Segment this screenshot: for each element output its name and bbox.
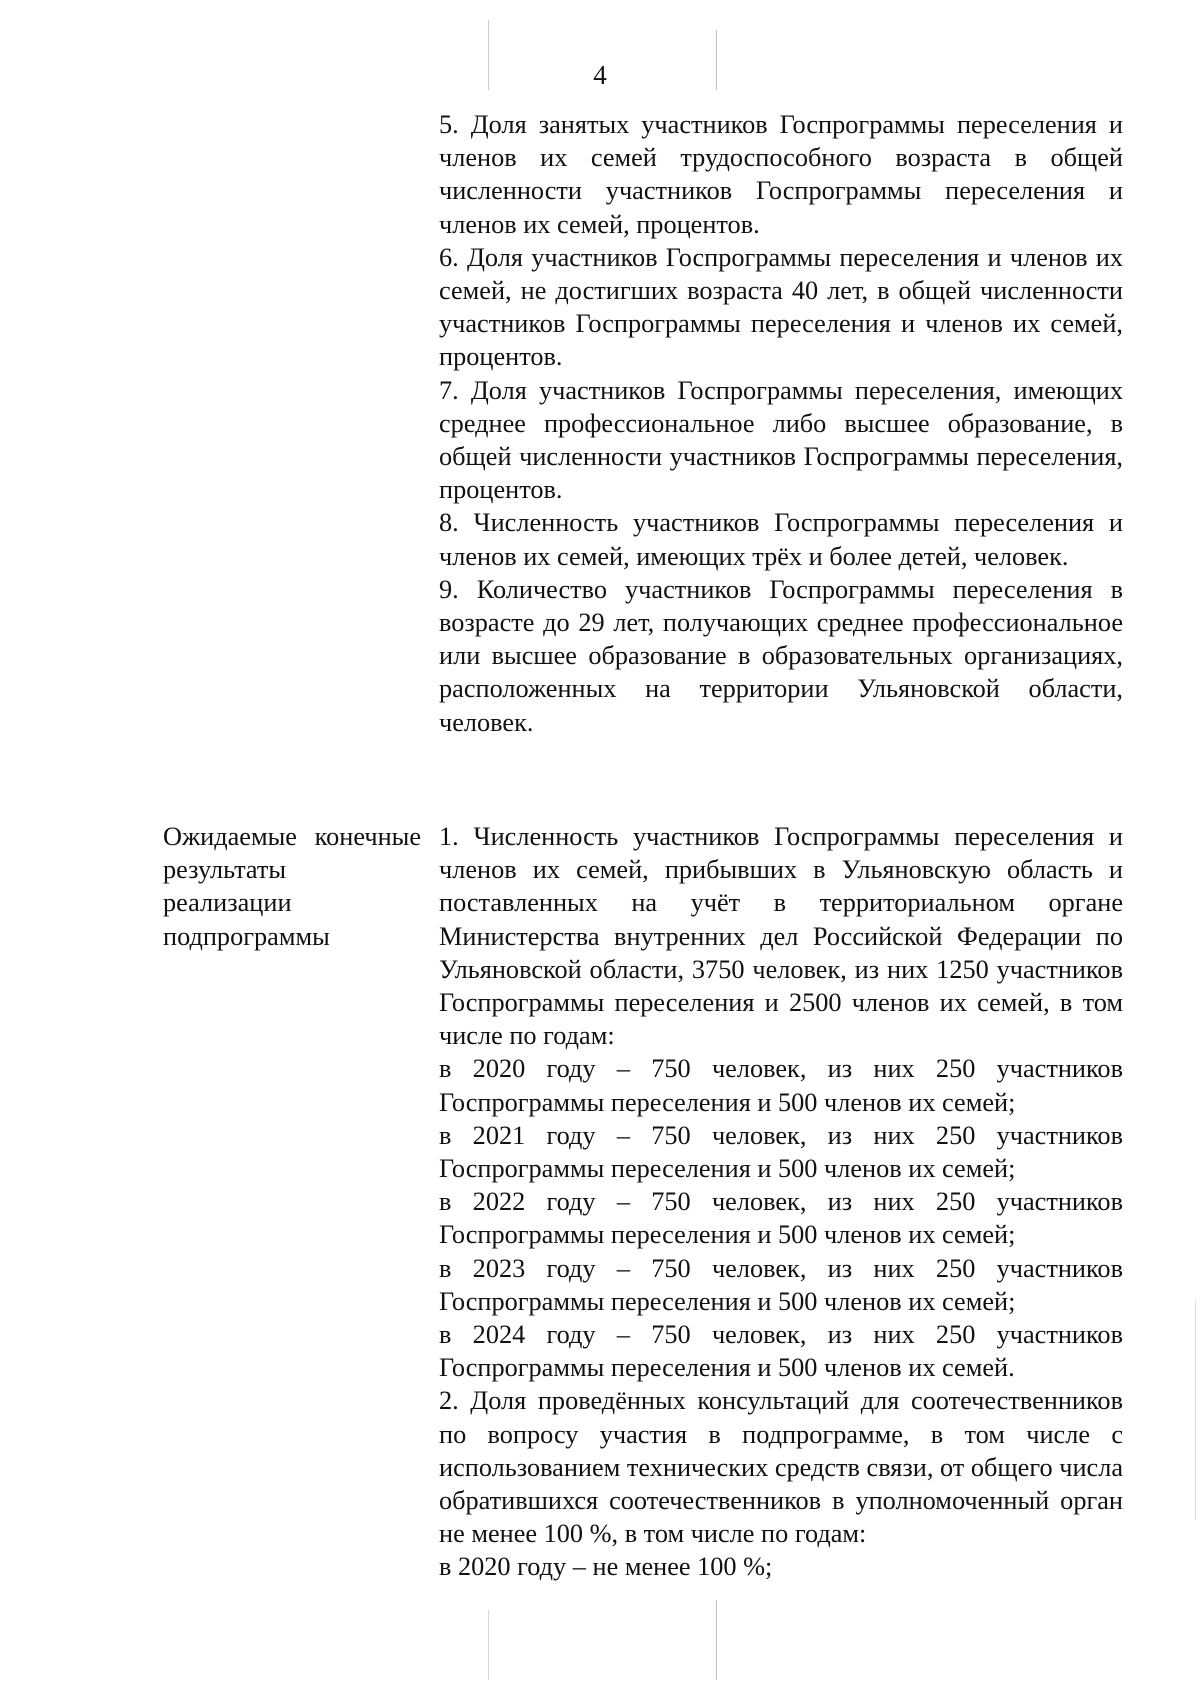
result-item: в 2020 году – не менее 100 %; <box>439 1552 773 1582</box>
indicators-list <box>439 108 1123 739</box>
indicator-item: 9. Количество участников Госпрограммы переселения в возрасте до 29 лет, получающих среднее профессиональное или высшее образование в образовательных организациях, расположенных на территории Ульяновской области, человек. <box>439 574 1123 737</box>
scan-mark <box>716 30 717 90</box>
results-list <box>439 820 1123 1584</box>
results-label: Ожидаемые конечные результаты реализации подпрограммы <box>163 822 421 951</box>
indicator-item: 6. Доля участников Госпрограммы переселения и членов их семей, не достигших возраста 40 лет, в общей численности участников Госпрограммы переселения и членов их семей, процентов. <box>439 242 1123 372</box>
result-item: в 2022 году – 750 человек, из них 250 участников Госпрограммы переселения и 500 членов их семей; <box>439 1187 1123 1250</box>
result-item: 1. Численность участников Госпрограммы переселения и членов их семей, прибывших в Ульяновскую область и поставленных на учёт в территориальном органе Министерства внутренних дел Российской Федерации по Ульяновской области, 3750 человек, из них 1250 участников Госпрограммы переселения и 2500 членов их семей, в том числе по годам: <box>439 822 1123 1051</box>
page-number: 4 <box>593 60 607 90</box>
result-item: в 2020 году – 750 человек, из них 250 участников Госпрограммы переселения и 500 членов их семей; <box>439 1054 1123 1117</box>
scan-mark <box>488 1610 489 1680</box>
result-item: 2. Доля проведённых консультаций для соотечественников по вопросу участия в подпрограмме, в том числе с использованием технических средств связи, от общего числа обратившихся соотечественников в уполномоченный орган не менее 100 %, в том числе по годам: <box>439 1386 1123 1549</box>
result-item: в 2021 году – 750 человек, из них 250 участников Госпрограммы переселения и 500 членов их семей; <box>439 1120 1123 1184</box>
indicator-item: 8. Численность участников Госпрограммы переселения и членов их семей, имеющих трёх и более детей, человек. <box>439 508 1123 571</box>
scan-mark <box>1195 1300 1196 1520</box>
result-item: в 2023 году – 750 человек, из них 250 участников Госпрограммы переселения и 500 членов их семей; <box>439 1253 1123 1316</box>
result-item: в 2024 году – 750 человек, из них 250 участников Госпрограммы переселения и 500 членов их семей. <box>439 1320 1123 1383</box>
indicator-item: 7. Доля участников Госпрограммы переселения, имеющих среднее профессиональное либо высшее образование, в общей численности участников Госпрограммы переселения, процентов. <box>439 375 1123 505</box>
scan-mark <box>488 20 489 90</box>
scan-mark <box>716 1600 717 1680</box>
indicator-item: 5. Доля занятых участников Госпрограммы переселения и членов их семей трудоспособного возраста в общей численности участников Госпрограммы переселения и членов их семей, процентов. <box>439 110 1123 239</box>
